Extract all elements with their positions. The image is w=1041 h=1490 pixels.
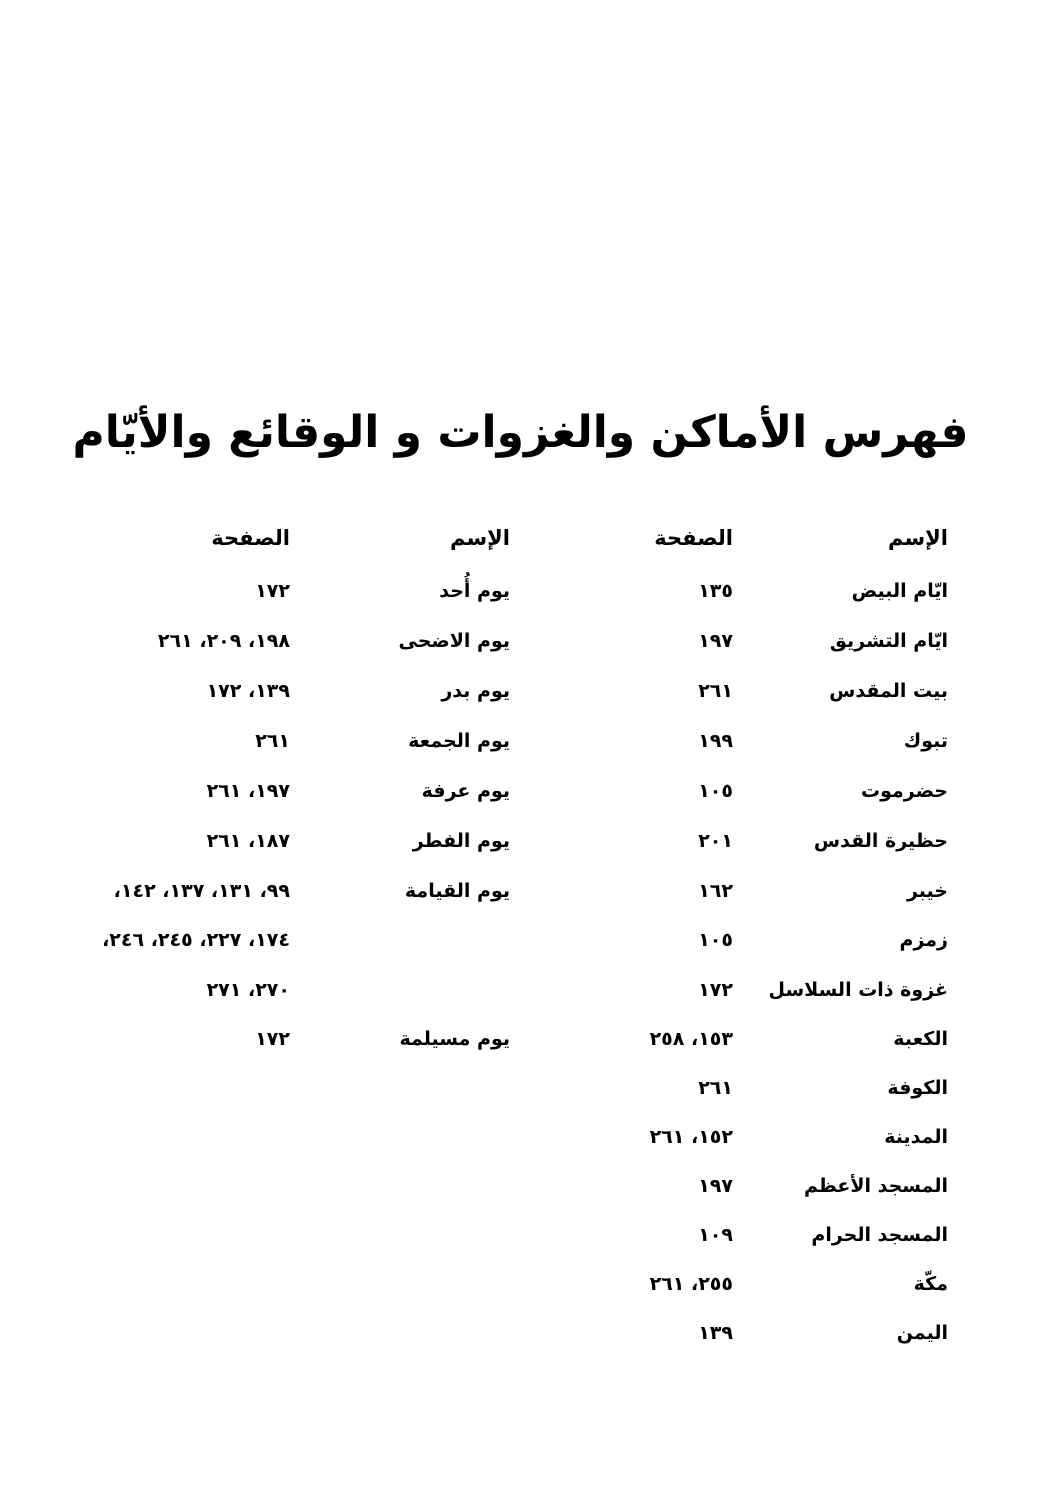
left-name-cell: يوم مسيلمة (399, 1028, 510, 1050)
left-name-cell: يوم عرفة (421, 780, 510, 802)
page-title: فهرس الأماكن والغزوات و الوقائع والأيّام (72, 407, 969, 458)
right-name-cell: تبوك (903, 730, 948, 752)
right-name-cell: خيبر (906, 880, 948, 902)
left-page-cell: ١٧٤، ٢٢٧، ٢٤٥، ٢٤٦، (102, 929, 290, 951)
right-name-cell: المدينة (884, 1126, 948, 1148)
right-page-cell: ١٣٩ (698, 1322, 733, 1344)
left-page-cell: ١٧٢ (255, 1028, 290, 1050)
right-page-cell: ١٧٢ (698, 979, 733, 1001)
right-page-cell: ١٥٢، ٢٦١ (649, 1126, 733, 1148)
right-page-cell: ١٩٩ (698, 730, 733, 752)
left-name-cell: يوم بدر (441, 680, 510, 702)
right-name-cell: زمزم (899, 929, 948, 951)
left-page-cell: ١٩٨، ٢٠٩، ٢٦١ (157, 630, 290, 652)
right-page-cell: ١٠٩ (698, 1224, 733, 1246)
left-name-cell: يوم الاضحى (398, 630, 510, 652)
right-page-cell: ٢٠١ (698, 830, 733, 852)
right-page-cell: ١٥٣، ٢٥٨ (649, 1028, 733, 1050)
right-name-cell: اليمن (896, 1322, 948, 1344)
left-name-cell: يوم القيامة (404, 880, 510, 902)
left-name-cell: يوم الفطر (412, 830, 510, 852)
right-name-header: الإسم (888, 526, 948, 550)
right-page-cell: ١٩٧ (698, 1175, 733, 1197)
left-name-header: الإسم (450, 526, 510, 550)
right-name-cell: المسجد الحرام (811, 1224, 948, 1246)
right-page-cell: ٢٥٥، ٢٦١ (649, 1273, 733, 1295)
right-name-cell: مكّة (913, 1273, 948, 1295)
right-page-cell: ١٩٧ (698, 630, 733, 652)
right-name-cell: ايّام البيض (851, 580, 948, 602)
right-page-cell: ١٣٥ (698, 580, 733, 602)
left-page-cell: ١٧٢ (255, 580, 290, 602)
left-page-cell: ١٣٩، ١٧٢ (206, 680, 290, 702)
right-name-cell: غزوة ذات السلاسل (768, 979, 948, 1001)
left-page-cell: ٩٩، ١٣١، ١٣٧، ١٤٢، (113, 880, 290, 902)
right-name-cell: ايّام التشريق (829, 630, 948, 652)
right-page-cell: ١٦٢ (698, 880, 733, 902)
left-page-cell: ٢٦١ (255, 730, 290, 752)
left-page-header: الصفحة (211, 526, 290, 550)
left-name-cell: يوم الجمعة (408, 730, 510, 752)
right-name-cell: بيت المقدس (829, 680, 948, 702)
right-name-cell: الكوفة (887, 1077, 948, 1099)
right-name-cell: المسجد الأعظم (803, 1175, 948, 1197)
left-page-cell: ٢٧٠، ٢٧١ (206, 979, 290, 1001)
left-page-cell: ١٩٧، ٢٦١ (206, 780, 290, 802)
right-page-cell: ١٠٥ (698, 780, 733, 802)
left-name-cell: يوم أُحد (439, 580, 510, 602)
left-page-cell: ١٨٧، ٢٦١ (206, 830, 290, 852)
right-name-cell: حظيرة القدس (813, 830, 948, 852)
right-page-header: الصفحة (654, 526, 733, 550)
right-page-cell: ١٠٥ (698, 929, 733, 951)
right-name-cell: حضرموت (860, 780, 948, 802)
right-page-cell: ٢٦١ (698, 1077, 733, 1099)
right-page-cell: ٢٦١ (698, 680, 733, 702)
right-name-cell: الكعبة (893, 1028, 948, 1050)
